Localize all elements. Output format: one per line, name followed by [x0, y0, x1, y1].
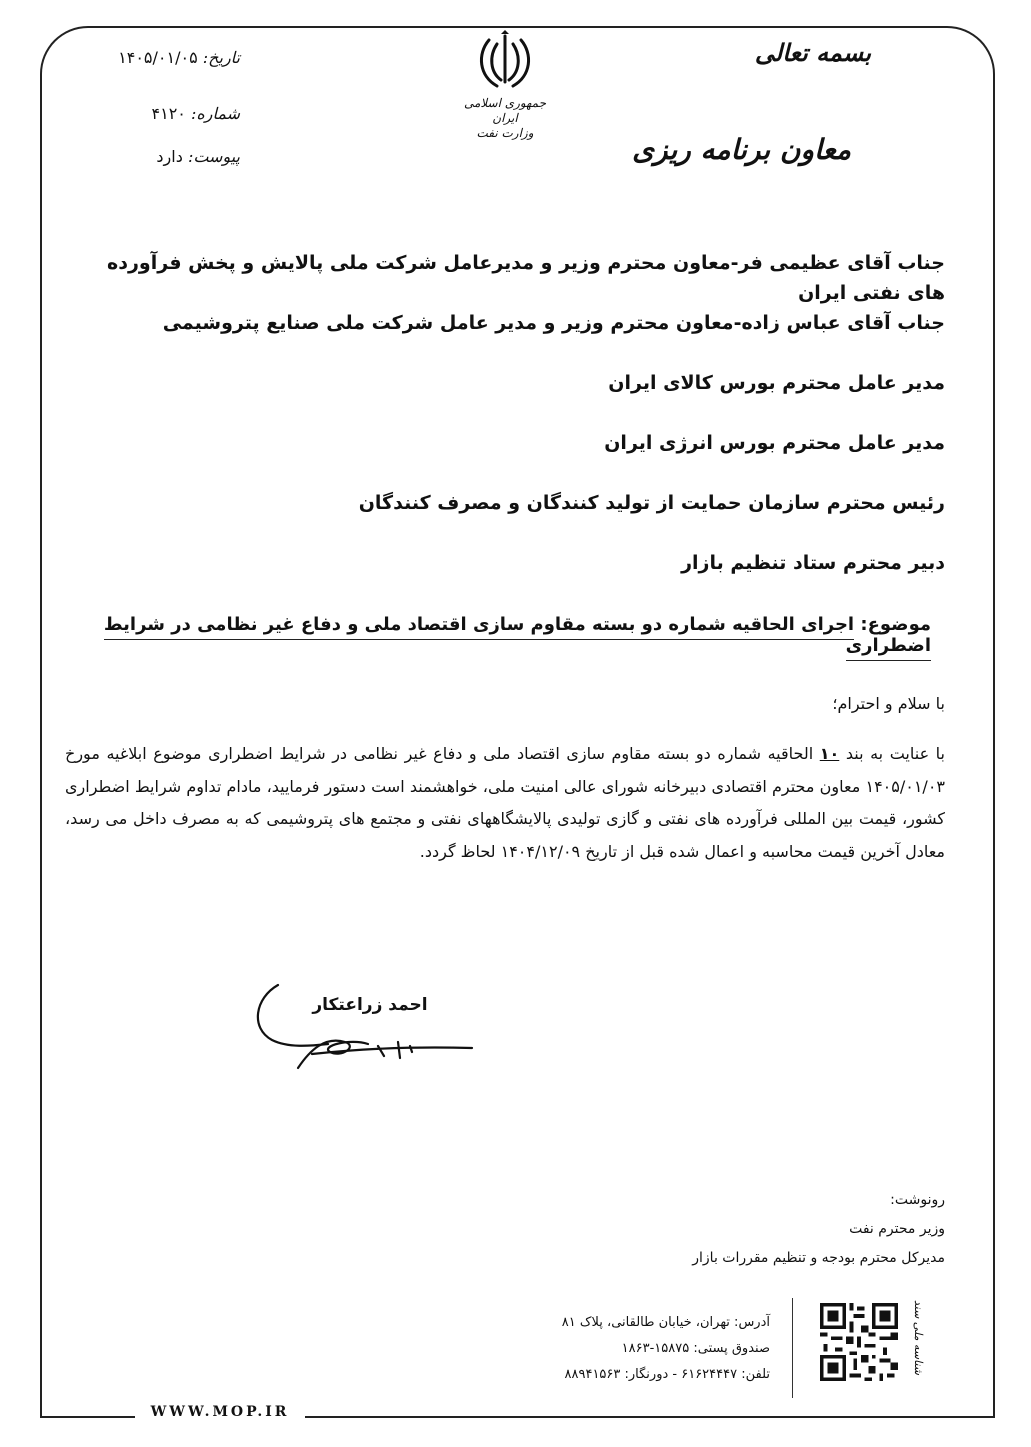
footer-postal: صندوق پستی: ۱۵۸۷۵-۱۸۶۳ [621, 1341, 770, 1356]
emblem-country-text: جمهوری اسلامی ایران [463, 96, 547, 125]
footer-address: آدرس: تهران، خیابان طالقانی، پلاک ۸۱ [561, 1315, 770, 1330]
attachment-value: دارد [156, 147, 183, 166]
number-value: ۴۱۲۰ [151, 104, 186, 123]
cc-item-2: مدیرکل محترم بودجه و تنظیم مقررات بازار [692, 1250, 945, 1266]
body-clause-number: ۱۰ [819, 744, 840, 763]
bismillah-heading: بسمه تعالی [754, 38, 871, 67]
cc-item-1: وزیر محترم نفت [849, 1221, 945, 1237]
date-label: تاریخ: [202, 48, 240, 67]
frame-bottom-left [40, 1416, 135, 1418]
subject-label: موضوع: [860, 614, 931, 635]
addressee-2: جناب آقای عباس زاده-معاون محترم وزیر و مدیر عامل شرکت ملی صنایع پتروشیمی [162, 312, 945, 334]
footer-phone: تلفن: ۶۱۶۲۴۴۴۷ - دورنگار: ۸۸۹۴۱۵۶۳ [564, 1367, 770, 1382]
date-value: ۱۴۰۵/۰۱/۰۵ [118, 48, 198, 67]
issuing-unit: معاون برنامه ریزی [632, 133, 851, 166]
frame-bottom-right [305, 1416, 995, 1418]
subject-line [71, 614, 931, 656]
addressee-3: مدیر عامل محترم بورس کالای ایران [608, 372, 945, 394]
addressee-4: مدیر عامل محترم بورس انرژی ایران [604, 432, 945, 454]
qr-code-icon [820, 1303, 898, 1381]
website-url[interactable]: WWW.MOP.IR [150, 1404, 290, 1420]
letter-date [80, 48, 240, 67]
emblem-ministry-text: وزارت نفت [476, 126, 534, 140]
signer-name: احمد زراعتکار [312, 995, 428, 1015]
body-part-1: با عنایت به بند [839, 744, 946, 763]
letter-body [65, 738, 945, 868]
footer-divider [792, 1298, 793, 1398]
addressee-5: رئیس محترم سازمان حمایت از تولید کنندگان و مصرف کنندگان [358, 492, 945, 514]
cc-label: رونوشت: [890, 1192, 945, 1208]
document-id-label: شناسه ملی سند [912, 1300, 925, 1376]
letter-number [80, 104, 240, 123]
handwritten-signature-icon [250, 980, 480, 1075]
iran-emblem-icon [470, 30, 540, 92]
subject-value: اجرای الحاقیه شماره دو بسته مقاوم سازی اقتصاد ملی و دفاع غیر نظامی در شرایط اضطراری [104, 614, 931, 661]
footer-contact [540, 1310, 770, 1388]
ministry-emblem [450, 30, 560, 141]
number-label: شماره: [190, 104, 240, 123]
addressee-6: دبیر محترم ستاد تنظیم بازار [681, 552, 945, 574]
body-part-2: الحاقیه شماره دو بسته مقاوم سازی اقتصاد ملی و دفاع غیر نظامی در شرایط اضطراری موضوع ابلاغیه مورخ ۱۴۰۵/۰۱/۰۳ معاون محترم اقتصادی دبیرخانه شورای عالی امنیت ملی، خواهشمند است دستور فرمایید، مادام تداوم شرایط اضطراری کشور، قیمت بین المللی فرآورده های نفتی و گازی تولیدی پالایشگاههای نفتی و مجتمع های پتروشیمی که به مصرف داخل می رسد، معادل آخرین قیمت محاسبه و اعمال شده قبل از تاریخ ۱۴۰۴/۱۲/۰۹ لحاظ گردد. [65, 744, 945, 861]
letter-attachment [80, 147, 240, 166]
addressee-1: جناب آقای عظیمی فر-معاون محترم وزیر و مدیرعامل شرکت ملی پالایش و پخش فرآورده های نفتی ایران [107, 252, 945, 304]
greeting: با سلام و احترام؛ [832, 694, 945, 713]
addressee-list [65, 248, 945, 608]
attachment-label: پیوست: [187, 147, 240, 166]
cc-section [692, 1186, 945, 1273]
